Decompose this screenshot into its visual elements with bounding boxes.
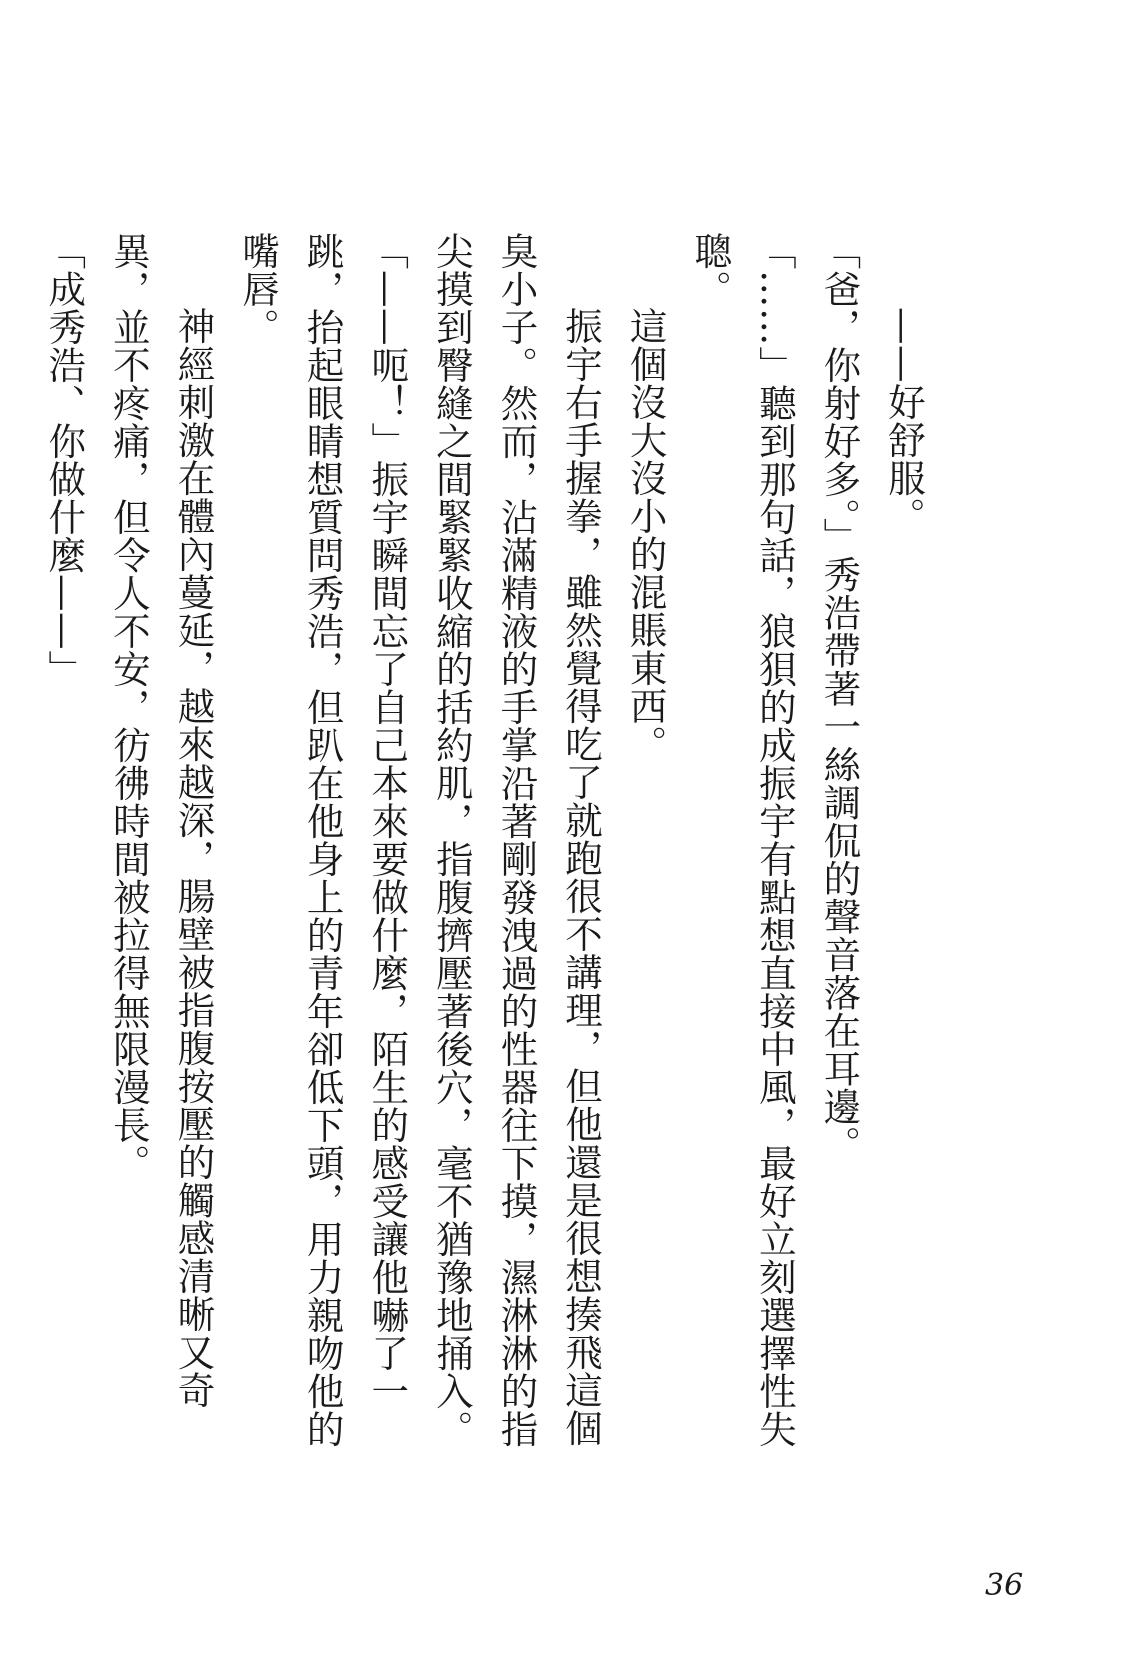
paragraph-4: 這個沒大沒小的混賬東西。 [623,307,668,763]
paragraph-3: 「……」聽到那句話，狼狽的成振宇有點想直接中風，最好立刻選擇性失聰。 [688,232,797,1448]
paragraph-8: 「成秀浩、你做什麼——」 [42,232,87,688]
paragraph-5: 振宇右手握拳，雖然覺得吃了就跑很不講理，但他還是很想揍飛這個臭小子。然而，沾滿精液的手掌沿著剛發洩過的性器往下摸，濕淋淋的指尖摸到臀縫之間緊緊收縮的括約肌，指腹擠壓著後穴，毫不猶豫地捅入。 [429,232,604,1448]
page-number: 36 [985,1568,1024,1603]
vertical-text-body [32,232,936,1462]
paragraph-2: 「爸，你射好多。」秀浩帶著一絲調侃的聲音落在耳邊。 [817,232,862,1164]
paragraph-1: ——好舒服。 [882,307,926,535]
paragraph-6: 「——呃！」振宇瞬間忘了自己本來要做什麼，陌生的感受讓他嚇了一跳，抬起眼睛想質問秀浩，但趴在他身上的青年卻低下頭，用力親吻他的嘴唇。 [236,232,410,1448]
paragraph-7: 神經刺激在體內蔓延，越來越深，腸壁被指腹按壓的觸感清晰又奇異，並不疼痛，但令人不安，彷彿時間被拉得無限漫長。 [106,232,216,1409]
